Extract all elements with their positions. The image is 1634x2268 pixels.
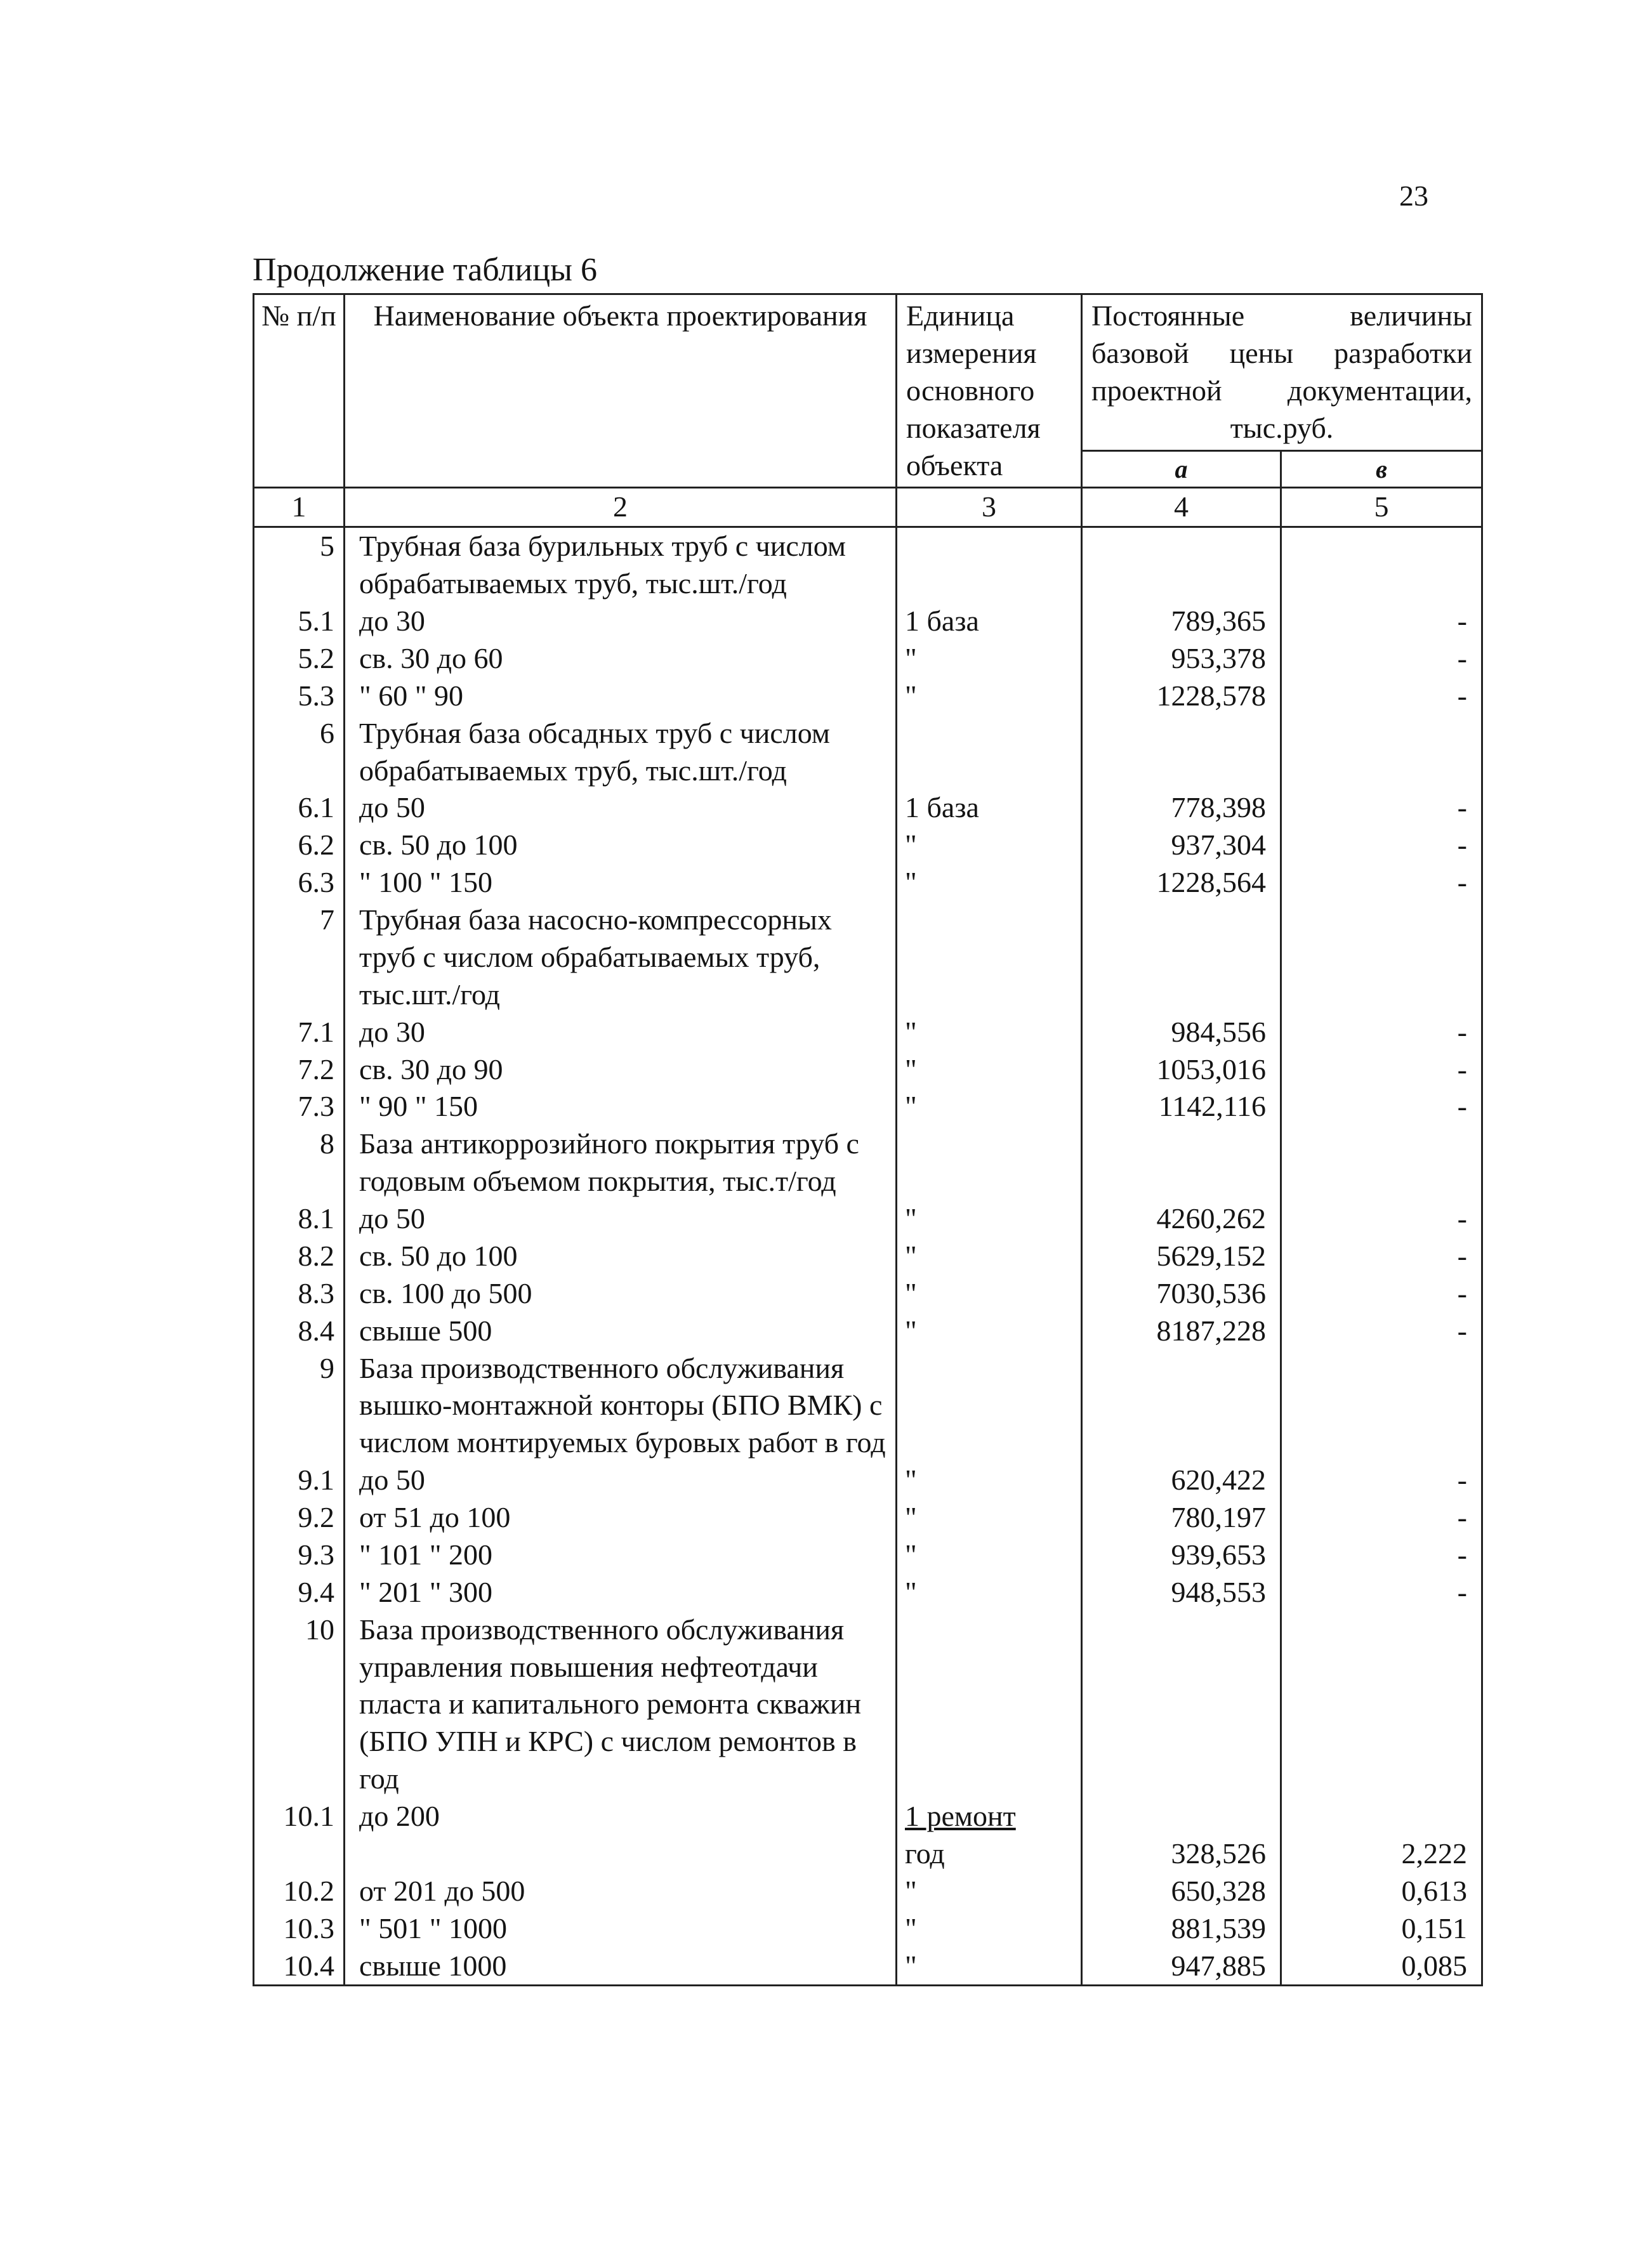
row-unit: " — [897, 1275, 1082, 1313]
table-body — [254, 527, 1482, 1986]
table-row — [254, 1499, 1482, 1537]
table-row — [254, 1125, 1482, 1200]
row-number: 10.2 — [254, 1873, 345, 1910]
row-object-name: св. 100 до 500 — [345, 1275, 897, 1313]
row-number: 5.3 — [254, 678, 345, 715]
row-value-a: 1228,578 — [1082, 678, 1281, 715]
row-value-b — [1281, 1350, 1482, 1462]
row-unit — [897, 527, 1082, 603]
table-row — [254, 640, 1482, 678]
row-value-a: 1053,016 — [1082, 1051, 1281, 1089]
row-object-name: св. 50 до 100 — [345, 827, 897, 864]
table-row — [254, 1200, 1482, 1238]
row-value-a: 953,378 — [1082, 640, 1281, 678]
row-object-name: Трубная база насосно-компрессорных труб с числом обрабатываемых труб, тыс.шт./год — [345, 901, 897, 1014]
row-object-name: свыше 500 — [345, 1313, 897, 1350]
row-value-b — [1281, 1611, 1482, 1798]
row-number: 7.3 — [254, 1088, 345, 1125]
row-unit: " — [897, 640, 1082, 678]
row-value-a: 1142,116 — [1082, 1088, 1281, 1125]
row-unit: " — [897, 1910, 1082, 1948]
row-unit: " — [897, 864, 1082, 901]
table-row — [254, 864, 1482, 901]
row-number: 6.1 — [254, 789, 345, 827]
row-object-name: База антикоррозийного покрытия труб с годовым объемом покрытия, тыс.т/год — [345, 1125, 897, 1200]
row-number: 7.2 — [254, 1051, 345, 1089]
row-object-name: до 50 — [345, 789, 897, 827]
row-object-name: от 201 до 500 — [345, 1873, 897, 1910]
row-value-a: 1228,564 — [1082, 864, 1281, 901]
table-row — [254, 1948, 1482, 1986]
row-unit: " — [897, 678, 1082, 715]
row-value-b: - — [1281, 1014, 1482, 1051]
row-number: 8.1 — [254, 1200, 345, 1238]
table-row — [254, 1051, 1482, 1089]
row-object-name: свыше 1000 — [345, 1948, 897, 1986]
column-numbers-row — [254, 488, 1482, 527]
table-row — [254, 603, 1482, 640]
table-row — [254, 1088, 1482, 1125]
row-value-a: 4260,262 — [1082, 1200, 1281, 1238]
row-value-a: 650,328 — [1082, 1873, 1281, 1910]
row-value-a — [1082, 1611, 1281, 1798]
table-row — [254, 1611, 1482, 1798]
row-value-a: 778,398 — [1082, 789, 1281, 827]
row-unit — [897, 901, 1082, 1014]
row-object-name: " 101 " 200 — [345, 1537, 897, 1574]
row-value-a — [1082, 901, 1281, 1014]
row-number: 5.1 — [254, 603, 345, 640]
row-value-a: 984,556 — [1082, 1014, 1281, 1051]
row-value-b: - — [1281, 1574, 1482, 1611]
row-unit: " — [897, 1200, 1082, 1238]
row-value-b — [1281, 715, 1482, 790]
table-row — [254, 1238, 1482, 1275]
row-value-b: 0,613 — [1281, 1873, 1482, 1910]
row-value-b: - — [1281, 827, 1482, 864]
row-value-a: 7030,536 — [1082, 1275, 1281, 1313]
row-unit: " — [897, 1499, 1082, 1537]
row-object-name: до 50 — [345, 1200, 897, 1238]
row-unit — [897, 1611, 1082, 1798]
row-unit — [897, 1350, 1082, 1462]
row-object-name: до 30 — [345, 603, 897, 640]
row-unit: " — [897, 1088, 1082, 1125]
row-object-name: до 50 — [345, 1462, 897, 1499]
row-value-b: - — [1281, 603, 1482, 640]
column-number: 5 — [1281, 488, 1482, 527]
table-row — [254, 1313, 1482, 1350]
table-header — [254, 294, 1482, 527]
row-unit: " — [897, 827, 1082, 864]
row-unit — [897, 1798, 1082, 1873]
row-value-b: - — [1281, 1462, 1482, 1499]
column-number: 1 — [254, 488, 345, 527]
row-object-name: " 100 " 150 — [345, 864, 897, 901]
column-number: 2 — [345, 488, 897, 527]
row-number: 6 — [254, 715, 345, 790]
row-number: 10.3 — [254, 1910, 345, 1948]
row-object-name: База производственного обслуживания вышко-монтажной конторы (БПО ВМК) с числом монтируемых буровых работ в год — [345, 1350, 897, 1462]
row-object-name: " 501 " 1000 — [345, 1910, 897, 1948]
header-number: № п/п — [254, 294, 345, 488]
row-value-a: 328,526 — [1082, 1798, 1281, 1873]
row-value-a: 5629,152 — [1082, 1238, 1281, 1275]
row-value-a: 937,304 — [1082, 827, 1281, 864]
row-value-b: 0,151 — [1281, 1910, 1482, 1948]
row-unit: " — [897, 1948, 1082, 1986]
row-value-b — [1281, 901, 1482, 1014]
row-object-name: " 90 " 150 — [345, 1088, 897, 1125]
row-value-b: - — [1281, 1088, 1482, 1125]
row-number: 6.2 — [254, 827, 345, 864]
row-number: 7 — [254, 901, 345, 1014]
row-object-name: до 30 — [345, 1014, 897, 1051]
table-row — [254, 1275, 1482, 1313]
row-value-b: 0,085 — [1281, 1948, 1482, 1986]
page-number: 23 — [1399, 180, 1428, 212]
row-object-name: до 200 — [345, 1798, 897, 1873]
row-number: 9.2 — [254, 1499, 345, 1537]
row-value-b: - — [1281, 1200, 1482, 1238]
table-row — [254, 715, 1482, 790]
row-object-name: " 60 " 90 — [345, 678, 897, 715]
row-object-name: Трубная база бурильных труб с числом обрабатываемых труб, тыс.шт./год — [345, 527, 897, 603]
table-row — [254, 678, 1482, 715]
column-number: 3 — [897, 488, 1082, 527]
row-number: 8.4 — [254, 1313, 345, 1350]
row-number: 6.3 — [254, 864, 345, 901]
row-unit: " — [897, 1574, 1082, 1611]
unit-numerator: 1 ремонт — [905, 1800, 1016, 1832]
row-value-a: 947,885 — [1082, 1948, 1281, 1986]
header-sub-a: а — [1082, 451, 1281, 488]
row-object-name: св. 30 до 60 — [345, 640, 897, 678]
row-unit: " — [897, 1014, 1082, 1051]
row-value-b: - — [1281, 1313, 1482, 1350]
row-unit: " — [897, 1537, 1082, 1574]
row-value-b — [1281, 527, 1482, 603]
table-row — [254, 789, 1482, 827]
row-value-a: 620,422 — [1082, 1462, 1281, 1499]
row-unit — [897, 1125, 1082, 1200]
table-row — [254, 1537, 1482, 1574]
row-unit: " — [897, 1873, 1082, 1910]
row-unit: " — [897, 1051, 1082, 1089]
row-value-a: 780,197 — [1082, 1499, 1281, 1537]
row-value-a: 8187,228 — [1082, 1313, 1281, 1350]
row-number: 7.1 — [254, 1014, 345, 1051]
table-row — [254, 827, 1482, 864]
row-value-a: 789,365 — [1082, 603, 1281, 640]
row-value-b: 2,222 — [1281, 1798, 1482, 1873]
row-value-a — [1082, 715, 1281, 790]
row-value-b: - — [1281, 1051, 1482, 1089]
table-caption: Продолжение таблицы 6 — [253, 252, 597, 288]
row-value-b: - — [1281, 1238, 1482, 1275]
row-object-name: от 51 до 100 — [345, 1499, 897, 1537]
row-object-name: св. 50 до 100 — [345, 1238, 897, 1275]
row-value-a — [1082, 1125, 1281, 1200]
table-row — [254, 1014, 1482, 1051]
row-value-b — [1281, 1125, 1482, 1200]
table-row — [254, 1462, 1482, 1499]
row-value-a: 948,553 — [1082, 1574, 1281, 1611]
row-value-a — [1082, 527, 1281, 603]
header-object-name: Наименование объекта проектирования — [345, 294, 897, 488]
table-row — [254, 1910, 1482, 1948]
row-object-name: " 201 " 300 — [345, 1574, 897, 1611]
row-unit: " — [897, 1462, 1082, 1499]
row-value-b: - — [1281, 1499, 1482, 1537]
row-unit: 1 база — [897, 789, 1082, 827]
row-unit — [897, 715, 1082, 790]
row-number: 9.1 — [254, 1462, 345, 1499]
table-row — [254, 527, 1482, 603]
row-number: 8 — [254, 1125, 345, 1200]
row-object-name: База производственного обслуживания управления повышения нефтеотдачи пласта и капитального ремонта скважин (БПО УПН и КРС) с числом ремонтов в год — [345, 1611, 897, 1798]
row-value-a: 881,539 — [1082, 1910, 1281, 1948]
table-row — [254, 1350, 1482, 1462]
row-unit: 1 база — [897, 603, 1082, 640]
row-unit: " — [897, 1313, 1082, 1350]
header-sub-b: в — [1281, 451, 1482, 488]
row-number: 8.3 — [254, 1275, 345, 1313]
row-value-b: - — [1281, 678, 1482, 715]
row-value-b: - — [1281, 640, 1482, 678]
row-number: 10.4 — [254, 1948, 345, 1986]
table-row — [254, 901, 1482, 1014]
row-number: 9.3 — [254, 1537, 345, 1574]
row-value-b: - — [1281, 1537, 1482, 1574]
row-unit: " — [897, 1238, 1082, 1275]
row-number: 9 — [254, 1350, 345, 1462]
row-number: 10 — [254, 1611, 345, 1798]
row-value-b: - — [1281, 1275, 1482, 1313]
row-object-name: Трубная база обсадных труб с числом обрабатываемых труб, тыс.шт./год — [345, 715, 897, 790]
row-number: 5 — [254, 527, 345, 603]
row-number: 8.2 — [254, 1238, 345, 1275]
table-row — [254, 1873, 1482, 1910]
price-table — [253, 293, 1483, 1986]
table-row — [254, 1574, 1482, 1611]
table-row — [254, 1798, 1482, 1873]
row-value-a — [1082, 1350, 1281, 1462]
header-unit: Единица измерения основного показателя объекта — [897, 294, 1082, 488]
row-object-name: св. 30 до 90 — [345, 1051, 897, 1089]
column-number: 4 — [1082, 488, 1281, 527]
row-value-b: - — [1281, 789, 1482, 827]
unit-denominator: год — [905, 1837, 945, 1870]
row-number: 9.4 — [254, 1574, 345, 1611]
row-value-b: - — [1281, 864, 1482, 901]
row-value-a: 939,653 — [1082, 1537, 1281, 1574]
row-number: 5.2 — [254, 640, 345, 678]
row-number: 10.1 — [254, 1798, 345, 1873]
header-constant-values: Постоянные величины базовой цены разработки проектной документации, тыс.руб. — [1082, 294, 1482, 451]
